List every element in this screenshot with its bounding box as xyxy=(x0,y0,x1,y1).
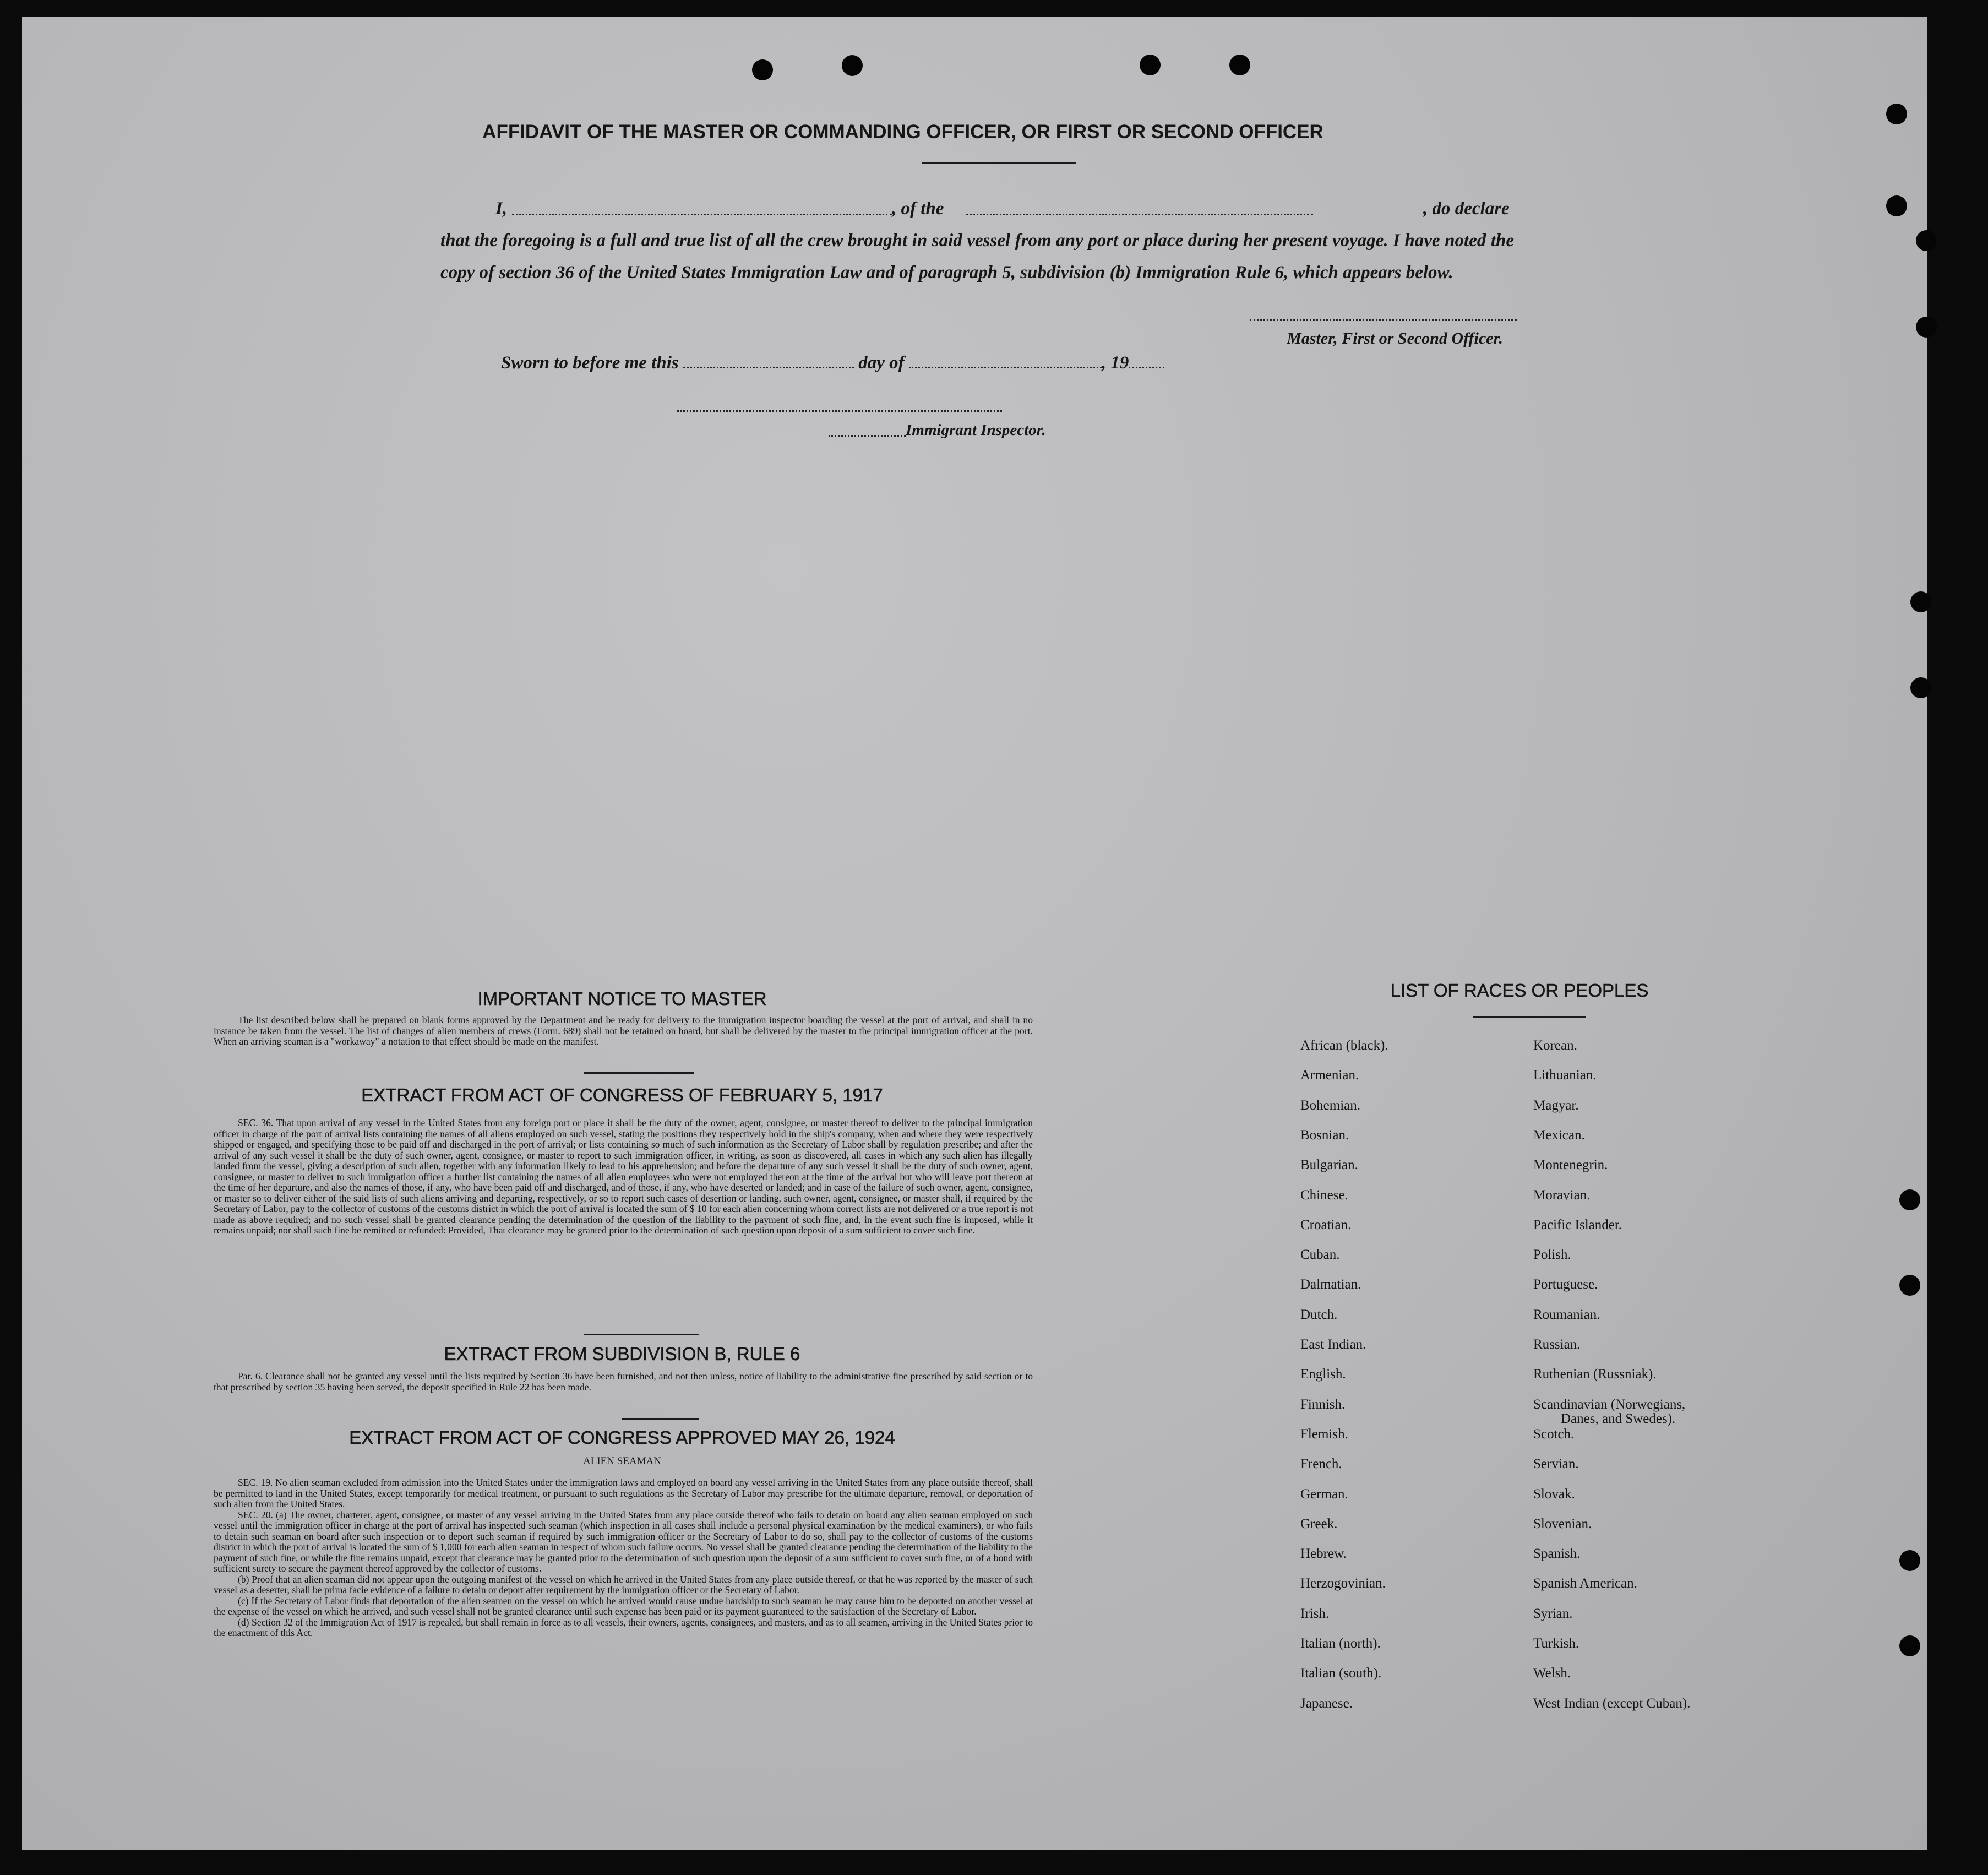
year-label: , 19 xyxy=(1101,353,1129,373)
race-item: Armenian. xyxy=(1300,1068,1359,1083)
race-item: Korean. xyxy=(1533,1038,1577,1053)
race-item: Ruthenian (Russniak). xyxy=(1533,1367,1657,1382)
extract-1924-body xyxy=(214,1477,1033,1639)
inspector-label: Immigrant Inspector. xyxy=(906,421,1046,439)
race-item: Servian. xyxy=(1533,1456,1579,1472)
punch-hole xyxy=(1140,55,1161,75)
race-item: Syrian. xyxy=(1533,1606,1573,1621)
races-title: LIST OF RACES OR PEOPLES xyxy=(1390,980,1649,1001)
race-item: Japanese. xyxy=(1300,1695,1353,1711)
extract-1924-paragraph: SEC. 20. (a) The owner, charterer, agent, consignee, or master of any vessel arriving in the United States from any place outside thereof who fails to detain on board any alien seaman employed on such vessel until the immigration officer in charge at the port of arrival has inspected such seaman (which inspection in all cases shall include a personal physical examination by the medical examiners), or who fails to detain such seaman on board after such inspection or to deport such seaman if required by such immigration officer or the Secretary of Labor to do so, shall pay to the collector of customs of the customs district in which the port of arrival is located the sum of $ 1,000 for each alien seaman in respect of whom such failure occurs. No vessel shall be granted clearance pending the determination of the liability to the payment of such fine, or while the fine remains unpaid, except that clearance may be granted prior to the determination of such question upon the deposit of a sum sufficient to cover such fine, or of a bond with sufficient surety to secure the payment thereof approved by the collector of customs. xyxy=(214,1509,1033,1574)
race-item: Chinese. xyxy=(1300,1187,1348,1203)
race-item: English. xyxy=(1300,1367,1346,1382)
day-of-label: day of xyxy=(858,353,905,373)
officer-signature-line[interactable] xyxy=(1250,319,1517,321)
extract-1924-paragraph: (d) Section 32 of the Immigration Act of 1917 is repealed, but shall remain in force as to all vessels, their owners, agents, consignees, and masters, and as to all seamen, arriving in the United States prior to the enactment of this Act. xyxy=(214,1616,1033,1638)
race-item: French. xyxy=(1300,1456,1342,1472)
race-item: West Indian (except Cuban). xyxy=(1533,1695,1691,1711)
race-item: Italian (north). xyxy=(1300,1636,1381,1651)
sworn-line xyxy=(501,352,1164,373)
punch-hole xyxy=(1886,104,1907,124)
race-item: East Indian. xyxy=(1300,1337,1366,1352)
race-item: German. xyxy=(1300,1486,1348,1502)
race-item: Lithuanian. xyxy=(1533,1068,1597,1083)
race-item: Pacific Islander. xyxy=(1533,1217,1622,1232)
race-item: Irish. xyxy=(1300,1606,1330,1621)
punch-hole xyxy=(1899,1635,1920,1656)
sworn-year-field[interactable] xyxy=(1129,352,1164,368)
extract-1924-paragraph: (b) Proof that an alien seaman did not appear upon the outgoing manifest of the vessel on which he arrived in the United States from any place outside thereof, or that he was reported by the master of such vessel as a deserter, shall be prima facie evidence of a failure to detain or deport after requirement by the immigration officer or the Secretary of Labor. xyxy=(214,1573,1033,1595)
race-item: Welsh. xyxy=(1533,1666,1571,1681)
extract-1917-body: SEC. 36. That upon arrival of any vessel in the United States from any foreign port or place it shall be the duty of the owner, agent, consignee, or master thereof to deliver to the principal immigration officer in charge of the port of arrival lists containing the names of all aliens employed on such vessel, stating the positions they respectively hold in the ship's company, when and where they were respectively shipped or engaged, and specifying those to be paid off and discharged in the port of arrival; or lists containing so much of such information as the Secretary of Labor shall by regulation prescribe; and after the arrival of any such vessel it shall be the duty of such owner, agent, consignee, or master to report to such immigration officer, in writing, as soon as discovered, all cases in which any such alien has illegally landed from the vessel, giving a description of such alien, together with any information likely to lead to his apprehension; and before the departure of any such vessel it shall be the duty of such owner, agent, consignee, or master to deliver to such immigration officer a further list containing the names of all alien employees who were not employed thereon at the time of the arrival but who will leave port thereon at the time of her departure, and also the names of those, if any, who have been paid off and discharged, and of those, if any, who have deserted or landed; and in case of the failure of such owner, agent, consignee, or master so to deliver either of the said lists of such aliens arriving and departing, respectively, or so to report such cases of desertion or landing, such owner, agent, consignee, or master shall, if required by the Secretary of Labor, pay to the collector of customs of the customs district in which the port of arrival is located the sum of $ 10 for each alien concerning whom correct lists are not delivered or a true report is not made as above required; and no such vessel shall be granted clearance pending the determination of the question of the liability to the payment of such fine, and, in the event such fine is imposed, while it remains unpaid; nor shall such fine be remitted or refunded: Provided, That clearance may be granted prior to the determination of such question upon deposit of a sum sufficient to cover such fine. xyxy=(214,1117,1033,1236)
race-item: Flemish. xyxy=(1300,1426,1348,1442)
race-item: Magyar. xyxy=(1533,1097,1579,1113)
race-item: Dutch. xyxy=(1300,1307,1338,1322)
vessel-label: , of the xyxy=(892,199,944,219)
punch-hole xyxy=(842,55,863,76)
race-item: Roumanian. xyxy=(1533,1307,1600,1322)
punch-hole xyxy=(1229,55,1250,75)
notice-title: IMPORTANT NOTICE TO MASTER xyxy=(477,988,767,1009)
extract-1924-paragraph: SEC. 19. No alien seaman excluded from admission into the United States under the immigration laws and employed on board any vessel arriving in the United States from any place outside thereof, shall be permitted to land in the United States, except temporarily for medical treatment, or pursuant to such regulations as the Secretary of Labor may prescribe for the ultimate departure, removal, or deportation of such alien from the United States. xyxy=(214,1477,1033,1509)
rule6-body: Par. 6. Clearance shall not be granted any vessel until the lists required by Section 36 have been furnished, and not then unless, notice of liability to the administrative fine prescribed by said section or to that prescribed by section 35 having been served, the deposit specified in Rule 22 has been made. xyxy=(214,1371,1033,1393)
race-item: Turkish. xyxy=(1533,1636,1579,1651)
race-item: Danes, and Swedes). xyxy=(1561,1411,1676,1426)
punch-hole xyxy=(1916,230,1937,251)
inspector-signature-line[interactable] xyxy=(677,410,1002,412)
races-title-rule xyxy=(1473,1016,1586,1018)
section-rule xyxy=(622,1418,699,1420)
race-item: Scotch. xyxy=(1533,1426,1575,1442)
race-item: Scandinavian (Norwegians, xyxy=(1533,1396,1686,1412)
race-item: Polish. xyxy=(1533,1247,1571,1263)
race-item: Bosnian. xyxy=(1300,1127,1349,1143)
officer-signature-label: Master, First or Second Officer. xyxy=(1287,329,1503,347)
punch-hole xyxy=(1886,195,1907,216)
sworn-day-field[interactable] xyxy=(683,352,854,368)
extract-1924-title: EXTRACT FROM ACT OF CONGRESS APPROVED MAY 26, 1924 xyxy=(349,1427,895,1448)
race-item: Spanish American. xyxy=(1533,1576,1637,1591)
punch-hole xyxy=(1916,317,1937,338)
sworn-label: Sworn to before me this xyxy=(501,353,679,373)
declarant-label: I, xyxy=(495,199,508,219)
affidavit-body: that the foregoing is a full and true list of all the crew brought in said vessel from any port or place during her present voyage. I have noted the copy of section 36 of the United States Immigration Law and of paragraph 5, subdivision (b) Immigration Rule 6, which appears below. xyxy=(440,231,1514,282)
race-item: African (black). xyxy=(1300,1038,1388,1053)
extract-1924-paragraph: (c) If the Secretary of Labor finds that deportation of the alien seamen on the vessel on which he arrived would cause undue hardship to such seaman he may cause him to be deported on another vessel at the expense of the vessel on which he arrived, and such vessel shall not be granted clearance until such expense has been paid or its payment guaranteed to the satisfaction of the Secretary of Labor. xyxy=(214,1595,1033,1617)
race-item: Croatian. xyxy=(1300,1217,1352,1232)
affidavit-statement xyxy=(440,193,1514,289)
title-rule xyxy=(922,162,1076,164)
affidavit-title: AFFIDAVIT OF THE MASTER OR COMMANDING OFFICER, OR FIRST OR SECOND OFFICER xyxy=(482,121,1323,143)
punch-hole xyxy=(1899,1275,1920,1296)
race-item: Slovak. xyxy=(1533,1486,1575,1502)
vessel-name-field[interactable] xyxy=(966,197,1313,215)
race-item: Portuguese. xyxy=(1533,1277,1598,1292)
extract-1917-title: EXTRACT FROM ACT OF CONGRESS OF FEBRUARY 5, 1917 xyxy=(361,1085,883,1105)
rule6-title: EXTRACT FROM SUBDIVISION B, RULE 6 xyxy=(444,1344,800,1364)
declarant-name-field[interactable] xyxy=(512,197,892,215)
race-item: Cuban. xyxy=(1300,1247,1340,1263)
punch-hole xyxy=(752,59,773,80)
race-item: Russian. xyxy=(1533,1337,1581,1352)
section-rule xyxy=(584,1072,694,1074)
race-item: Bulgarian. xyxy=(1300,1157,1358,1173)
sworn-month-field[interactable] xyxy=(909,352,1102,368)
section-rule xyxy=(584,1334,699,1335)
race-item: Italian (south). xyxy=(1300,1666,1382,1681)
race-item: Moravian. xyxy=(1533,1187,1591,1203)
race-item: Montenegrin. xyxy=(1533,1157,1608,1173)
punch-hole xyxy=(1910,677,1931,698)
extract-1924-subtitle: ALIEN SEAMAN xyxy=(583,1455,661,1467)
notice-body: The list described below shall be prepared on blank forms approved by the Department and be ready for delivery to the immigration inspector boarding the vessel at the port of arrival, and shall in no instance be taken from the vessel. The list of changes of alien members of crews (Form. 689) shall not be retained on board, but shall be delivered by the master to the principal immigration officer at the port. When an arriving seaman is a "workaway" a notation to that effect should be made on the manifest. xyxy=(214,1014,1033,1047)
race-item: Mexican. xyxy=(1533,1127,1585,1143)
race-item: Dalmatian. xyxy=(1300,1277,1361,1292)
race-item: Greek. xyxy=(1300,1516,1338,1531)
race-item: Herzogovinian. xyxy=(1300,1576,1386,1591)
race-item: Spanish. xyxy=(1533,1546,1581,1562)
race-item: Slovenian. xyxy=(1533,1516,1592,1531)
punch-hole xyxy=(1899,1550,1920,1571)
race-item: Hebrew. xyxy=(1300,1546,1347,1562)
race-item: Finnish. xyxy=(1300,1396,1346,1412)
race-item: Bohemian. xyxy=(1300,1097,1361,1113)
declare-label: , do declare xyxy=(1423,199,1510,219)
punch-hole xyxy=(1899,1189,1920,1210)
punch-hole xyxy=(1910,591,1931,612)
